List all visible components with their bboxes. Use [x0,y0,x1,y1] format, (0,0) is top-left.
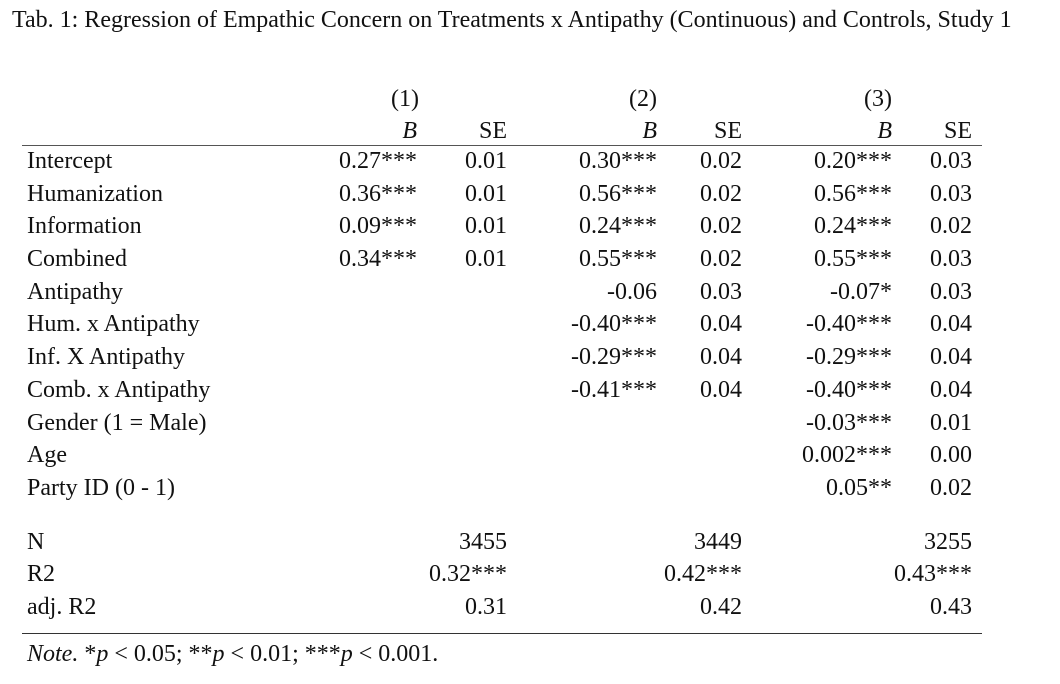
table-row [22,276,982,309]
model-3-se-cell: 0.03 [930,180,972,207]
model-3-b-cell: -0.03*** [806,409,892,436]
model-2-b-cell: -0.41*** [571,376,657,403]
model-3-b-cell: 0.20*** [814,148,892,174]
note-star-2: ** [188,641,213,667]
model-1-b-cell: 0.34*** [339,246,417,273]
model-3-stat-value: 3255 [924,528,972,555]
model-2-b-cell: 0.24*** [579,213,657,240]
row-label: Comb. x Antipathy [27,376,211,403]
note-p-2: p [212,641,225,667]
se-header: SE [713,118,742,144]
row-label: Humanization [27,180,163,207]
model-3-b-cell: 0.24*** [814,213,892,240]
model-3-b-cell: -0.29*** [806,344,892,371]
row-label: Antipathy [27,278,123,305]
model-3-b-cell: -0.07* [830,278,892,305]
model-3-b-cell: 0.002*** [802,442,892,469]
note-threshold-2: < 0.01; [224,641,305,667]
model-2-stat-value: 0.42*** [664,561,742,588]
spacer [22,505,982,526]
model-3-se-cell: 0.01 [930,409,972,436]
stat-label: adj. R2 [27,593,97,620]
note-threshold-1: < 0.05; [108,641,189,667]
model-3-se-cell: 0.02 [930,213,972,240]
note-star-1: * [78,641,97,667]
table-row [22,341,982,374]
model-2-se-cell: 0.02 [700,180,742,207]
model-2-se-cell: 0.02 [700,148,742,174]
table-row [22,243,982,276]
model-2-se-cell: 0.02 [700,213,742,240]
model-1-stat-value: 0.32*** [429,561,507,588]
b-header: B [402,118,417,144]
table-row [22,439,982,472]
model-1-se-cell: 0.01 [465,148,507,174]
stat-label: R2 [27,561,56,588]
table-row [22,178,982,211]
model-3-se-cell: 0.04 [930,311,972,338]
column-header-row [22,115,982,145]
table-row [22,472,982,505]
model-1-stat-value: 0.31 [465,593,507,620]
model-3-se-cell: 0.02 [930,474,972,501]
model-3-b-cell: -0.40*** [806,311,892,338]
model-2-se-cell: 0.04 [700,376,742,403]
row-label: Party ID (0 - 1) [27,474,175,501]
model-3-se-cell: 0.04 [930,344,972,371]
b-header: B [877,118,892,144]
model-3-header: (3) [864,86,892,112]
model-number-row [22,83,982,115]
model-3-se-cell: 0.03 [930,148,972,174]
note-p-3: p [340,641,353,667]
se-header: SE [943,118,972,144]
model-2-b-cell: -0.06 [607,278,657,305]
table-row [22,210,982,243]
stat-label: N [27,528,45,555]
model-1-se-cell: 0.01 [465,180,507,207]
note-star-3: *** [304,641,341,667]
model-2-b-cell: 0.56*** [579,180,657,207]
model-2-b-cell: -0.29*** [571,344,657,371]
row-label: Information [27,213,142,240]
row-label: Inf. X Antipathy [27,344,185,371]
model-1-se-cell: 0.01 [465,246,507,273]
model-2-stat-value: 0.42 [700,593,742,620]
note-p-1: p [96,641,109,667]
row-label: Intercept [27,148,113,174]
table-row [22,374,982,407]
model-3-b-cell: 0.56*** [814,180,892,207]
fit-statistics-rows [22,526,982,624]
model-3-se-cell: 0.00 [930,442,972,469]
row-label: Combined [27,246,127,273]
model-2-b-cell: 0.30*** [579,148,657,174]
note-threshold-3: < 0.001. [352,641,439,667]
model-1-se-cell: 0.01 [465,213,507,240]
table-row [22,145,982,178]
table-caption: Tab. 1: Regression of Empathic Concern on Treatments x Antipathy (Continuous) and Controls, Study 1 [12,7,1012,33]
model-1-header: (1) [391,86,419,112]
row-label: Gender (1 = Male) [27,409,207,436]
model-1-stat-value: 3455 [459,528,507,555]
model-2-header: (2) [629,86,657,112]
table-note [27,638,438,670]
model-3-se-cell: 0.04 [930,376,972,403]
model-2-b-cell: 0.55*** [579,246,657,273]
model-3-stat-value: 0.43 [930,593,972,620]
table-row [22,407,982,440]
row-label: Hum. x Antipathy [27,311,200,338]
stat-row [22,591,982,624]
coefficient-rows [22,145,982,505]
bottom-rule [22,633,982,634]
model-3-se-cell: 0.03 [930,278,972,305]
model-2-se-cell: 0.04 [700,344,742,371]
model-3-b-cell: -0.40*** [806,376,892,403]
model-2-se-cell: 0.02 [700,246,742,273]
model-3-se-cell: 0.03 [930,246,972,273]
model-2-se-cell: 0.04 [700,311,742,338]
stat-row [22,526,982,559]
model-3-b-cell: 0.05** [826,474,892,501]
row-label: Age [27,442,67,469]
stat-row [22,558,982,591]
regression-table [22,83,982,624]
se-header: SE [478,118,507,144]
model-2-se-cell: 0.03 [700,278,742,305]
model-1-b-cell: 0.09*** [339,213,417,240]
model-3-b-cell: 0.55*** [814,246,892,273]
model-3-stat-value: 0.43*** [894,561,972,588]
b-header: B [642,118,657,144]
table-row [22,308,982,341]
model-1-b-cell: 0.27*** [339,148,417,174]
model-1-b-cell: 0.36*** [339,180,417,207]
model-2-stat-value: 3449 [694,528,742,555]
note-label: Note. [27,641,79,667]
model-2-b-cell: -0.40*** [571,311,657,338]
